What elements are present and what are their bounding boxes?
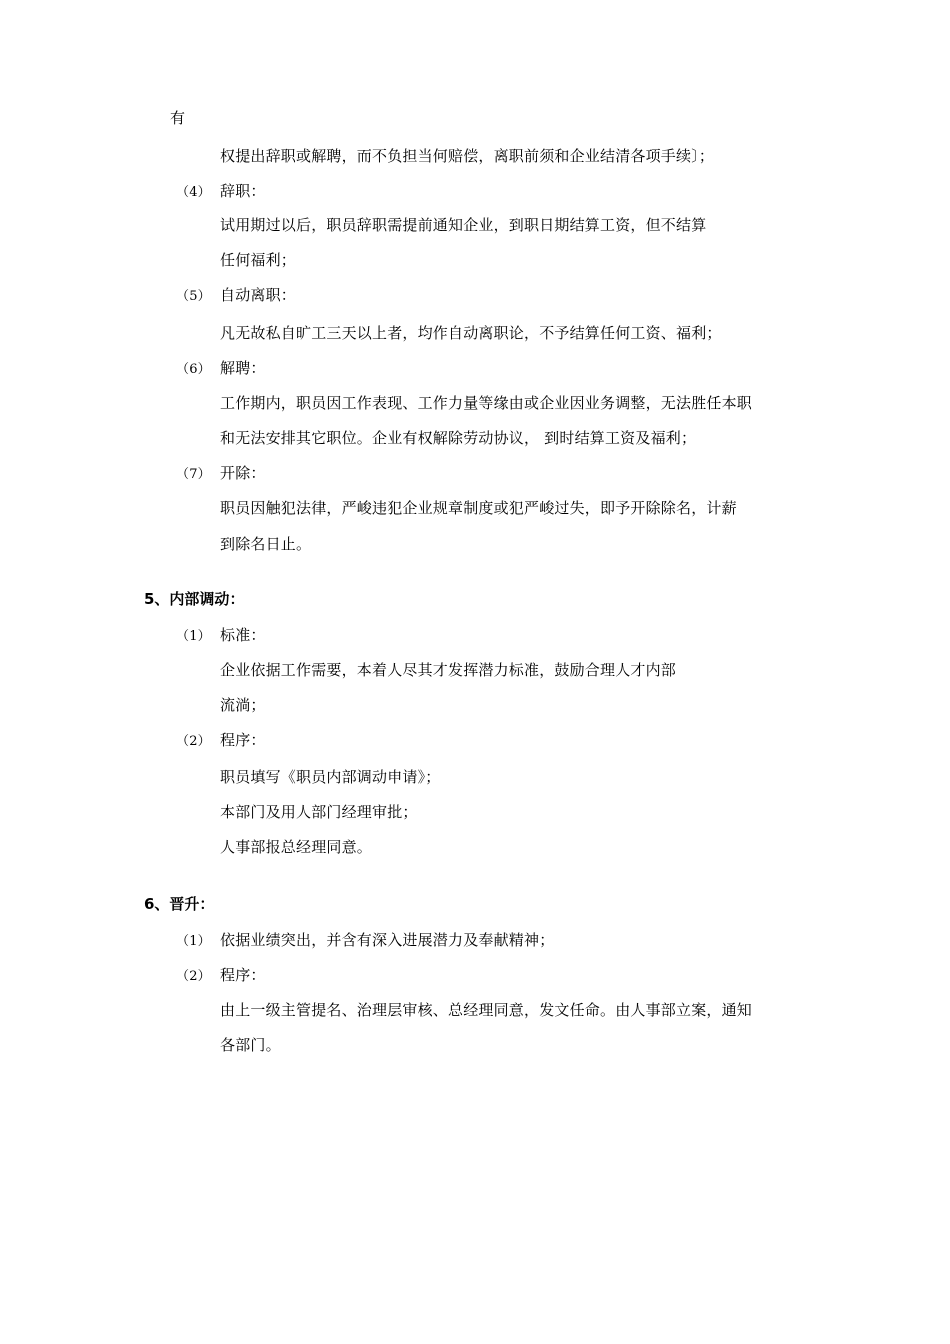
body-line: 企业依据工作需要，本着人尽其才发挥潜力标准，鼓励合理人才内部 [220, 661, 677, 679]
item-number: （7） [176, 467, 211, 482]
item-title: 依据业绩突出，并含有深入进展潜力及奉献精神； [220, 931, 555, 949]
item-title: 标准： [220, 626, 266, 644]
body-line: 人事部报总经理同意。 [220, 838, 373, 856]
list-item-standard [176, 625, 266, 647]
body-line: 职员填写《职员内部调动申请》； [220, 768, 441, 786]
section-heading-promotion: 6、晋升： [144, 895, 215, 913]
item-number: （6） [176, 362, 211, 377]
body-line: 工作期内，职员因工作表现、工作力量等缘由或企业因业务调整，无法胜任本职 [220, 394, 753, 412]
body-line: 本部门及用人部门经理审批； [220, 803, 418, 821]
item-title: 程序： [220, 731, 266, 749]
item-title: 开除： [220, 464, 266, 482]
continuation-line-2: 权提出辞职或解聘，而不负担当何赔偿，离职前须和企业结清各项手续〕； [220, 147, 715, 165]
body-line: 职员因触犯法律，严峻违犯企业规章制度或犯严峻过失，即予开除除名，计薪 [220, 499, 737, 517]
list-item-auto-leave [176, 285, 296, 307]
continuation-line-1: 有 [170, 109, 186, 127]
item-title: 程序： [220, 966, 266, 984]
item-number: （4） [176, 185, 211, 200]
list-item-resign [176, 181, 266, 203]
body-line: 任何福利； [220, 251, 297, 269]
body-line: 凡无故私自旷工三天以上者，均作自动离职论，不予结算任何工资、福利； [220, 324, 722, 342]
section-heading-transfer: 5、内部调动： [144, 590, 245, 608]
list-item-dismissal [176, 358, 266, 380]
list-item-procedure [176, 730, 266, 752]
item-title: 解聘： [220, 359, 266, 377]
item-number: （2） [176, 734, 211, 749]
item-title: 自动离职： [220, 286, 297, 304]
body-line: 各部门。 [220, 1036, 281, 1054]
item-title: 辞职： [220, 182, 266, 200]
list-item-expulsion [176, 463, 266, 485]
item-number: （1） [176, 934, 211, 949]
item-number: （5） [176, 289, 211, 304]
body-line: 试用期过以后，职员辞职需提前通知企业，到职日期结算工资，但不结算 [220, 216, 707, 234]
body-line: 由上一级主管提名、治理层审核、总经理同意，发文任命。由人事部立案，通知 [220, 1001, 753, 1019]
list-item-criteria [176, 930, 554, 952]
list-item-promotion-procedure [176, 965, 266, 987]
body-line: 和无法安排其它职位。企业有权解除劳动协议， 到时结算工资及福利； [220, 429, 697, 447]
body-line: 到除名日止。 [220, 535, 312, 553]
body-line: 流淌； [220, 696, 266, 714]
item-number: （2） [176, 969, 211, 984]
item-number: （1） [176, 629, 211, 644]
